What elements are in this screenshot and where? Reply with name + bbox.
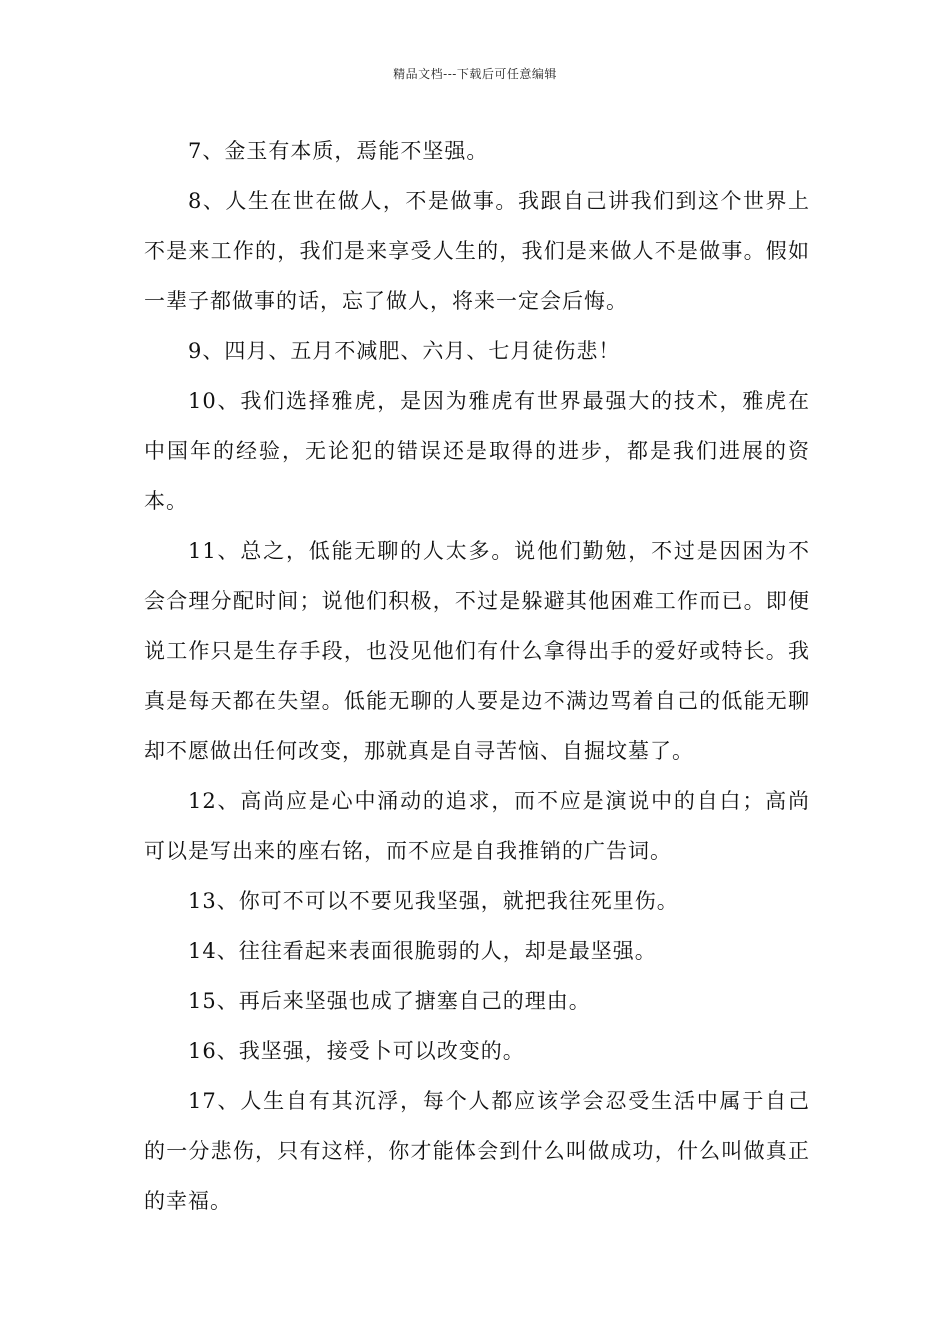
document-body [144, 126, 810, 1226]
paragraph-17: 17、人生自有其沉浮，每个人都应该学会忍受生活中属于自己的一分悲伤，只有这样，你才能体会到什么叫做成功，什么叫做真正的幸福。 [144, 1089, 810, 1213]
paragraph-7: 7、金玉有本质，焉能不坚强。 [188, 139, 489, 163]
paragraph-12: 12、高尚应是心中涌动的追求，而不应是演说中的自白；高尚可以是写出来的座右铭，而不应是自我推销的广告词。 [144, 789, 810, 863]
paragraph-10: 10、我们选择雅虎，是因为雅虎有世界最强大的技术，雅虎在中国年的经验，无论犯的错误还是取得的进步，都是我们进展的资本。 [144, 389, 810, 513]
paragraph-9: 9、四月、五月不减肥、六月、七月徒伤悲！ [188, 339, 621, 363]
paragraph-16: 16、我坚强，接受卜可以改变的。 [188, 1039, 525, 1063]
paragraph-15: 15、再后来坚强也成了搪塞自己的理由。 [188, 989, 591, 1013]
paragraph-11: 11、总之，低能无聊的人太多。说他们勤勉，不过是因困为不会合理分配时间；说他们积极，不过是躲避其他困难工作而已。即便说工作只是生存手段，也没见他们有什么拿得出手的爱好或特长。我真是每天都在失望。低能无聊的人要是边不满边骂着自己的低能无聊却不愿做出任何改变，那就真是自寻苦恼、自掘坟墓了。 [144, 539, 810, 763]
paragraph-8: 8、人生在世在做人，不是做事。我跟自己讲我们到这个世界上不是来工作的，我们是来享受人生的，我们是来做人不是做事。假如一辈子都做事的话，忘了做人，将来一定会后悔。 [144, 189, 810, 313]
paragraph-13: 13、你可不可以不要见我坚强，就把我往死里伤。 [188, 889, 679, 913]
page-header: 精品文档---下载后可任意编辑 [393, 67, 557, 81]
paragraph-14: 14、往往看起来表面很脆弱的人，却是最坚强。 [188, 939, 657, 963]
